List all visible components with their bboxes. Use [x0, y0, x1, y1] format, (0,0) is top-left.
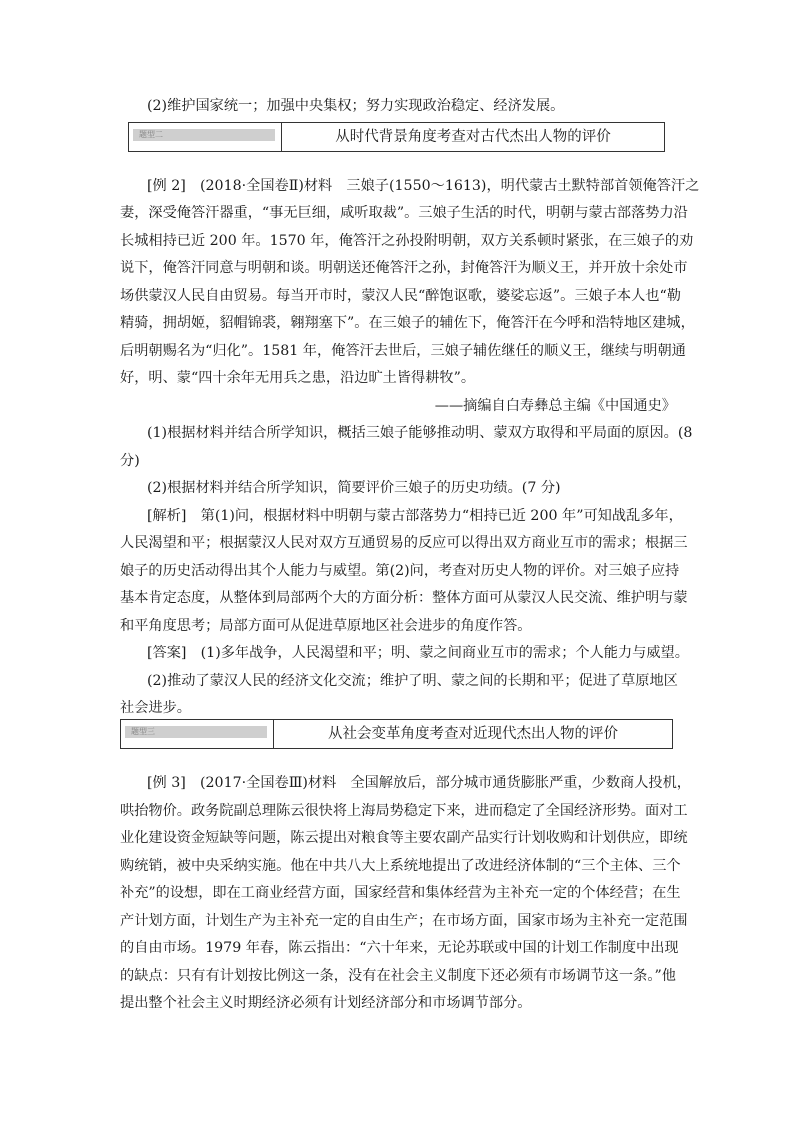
example3-line: 的缺点：只有有计划按比例这一条，没有在社会主义制度下还必须有市场调节这一条。”他	[120, 968, 676, 984]
example2-line: 精骑，拥胡姬，貂帽锦裘，翱翔塞下”。在三娘子的辅佐下，俺答汗在今呼和浩特地区建城，	[120, 315, 695, 331]
example3-line: 产计划方面，计划生产为主补充一定的自由生产；在市场方面，国家市场为主补充一定范围	[120, 913, 688, 929]
analysis-line: 和平角度思考；局部方面可从促进草原地区社会进步的角度作答。	[120, 618, 532, 634]
example3-line: [例 3] (2017·全国卷Ⅲ)材料 全国解放后，部分城市通货膨胀严重，少数商人投机，	[147, 775, 691, 791]
example2-line: 说下，俺答汗同意与明朝和谈。明朝送还俺答汗之孙，封俺答汗为顺义王，并开放十余处市	[120, 260, 688, 276]
example3-line: 购统销，被中央采纳实施。他在中共八大上系统地提出了改进经济体制的“三个主体、三个	[120, 858, 681, 874]
example2-line: 好，明、蒙“四十余年无用兵之患，沿边旷土皆得耕牧”。	[120, 370, 476, 386]
example3-line: 提出整个社会主义时期经济必须有计划经济部分和市场调节部分。	[120, 995, 532, 1011]
example2-line: 后明朝赐名为“归化”。1581 年，俺答汗去世后，三娘子辅佐继任的顺义王，继续与明朝通	[120, 343, 686, 359]
section-heading-ancient	[128, 122, 665, 152]
section-title: 从时代背景角度考查对古代杰出人物的评价	[335, 129, 611, 145]
analysis-line: 娘子的历史活动得出其个人能力与威望。第(2)问，考查对历史人物的评价。对三娘子应持	[120, 563, 680, 579]
example2-line: 长城相持已近 200 年。1570 年，俺答汗之孙投附明朝，双方关系顿时紧张，在三娘子的劝	[120, 233, 694, 249]
example3-line: 的自由市场。1979 年春，陈云指出：“六十年来，无论苏联或中国的计划工作制度中出现	[120, 940, 679, 956]
answer-line: (2)推动了蒙汉人民的经济文化交流；维护了明、蒙之间的长期和平；促进了草原地区	[147, 673, 678, 689]
section-tag	[121, 720, 274, 748]
example2-line: [例 2] (2018·全国卷Ⅱ)材料 三娘子(1550～1613)，明代蒙古土默特部首领俺答汗之	[147, 178, 700, 194]
section-title: 从社会变革角度考查对近现代杰出人物的评价	[328, 726, 618, 742]
source-citation: ——摘编自白寿彝总主编《中国通史》	[434, 398, 676, 414]
example2-line: 妻，深受俺答汗器重，“事无巨细，咸听取裁”。三娘子生活的时代，明朝与蒙古部落势力沿	[120, 205, 688, 221]
question-2: (2)根据材料并结合所学知识，简要评价三娘子的历史功绩。(7 分)	[147, 480, 561, 496]
example3-line: 补充”的设想，即在工商业经营方面，国家经营和集体经营为主补充一定的个体经营；在生	[120, 885, 681, 901]
answer-line: [答案] (1)多年战争，人民渴望和平；明、蒙之间商业互市的需求；个人能力与威望。	[147, 645, 689, 661]
section-tag-label: 题型二	[133, 129, 275, 141]
analysis-line: 人民渴望和平；根据蒙汉人民对双方互通贸易的反应可以得出双方商业互市的需求；根据三	[120, 535, 688, 551]
section-tag-label: 题型三	[125, 726, 267, 738]
example3-line: 哄抬物价。政务院副总理陈云很快将上海局势稳定下来，进而稳定了全国经济形势。面对工	[120, 803, 688, 819]
question-1: (1)根据材料并结合所学知识，概括三娘子能够推动明、蒙双方取得和平局面的原因。(8	[147, 425, 693, 441]
example2-line: 场供蒙汉人民自由贸易。每当开市时，蒙汉人民“醉饱讴歌，婆娑忘返”。三娘子本人也“勒	[120, 288, 681, 304]
analysis-line: [解析] 第(1)问，根据材料中明朝与蒙古部落势力“相持已近 200 年”可知战乱多年，	[147, 508, 683, 524]
answer-line: 社会进步。	[120, 700, 191, 716]
answer-line-unity: (2)维护国家统一；加强中央集权；努力实现政治稳定、经济发展。	[147, 98, 565, 114]
analysis-line: 基本肯定态度，从整体到局部两个大的方面分析：整体方面可从蒙汉人民交流、维护明与蒙	[120, 590, 688, 606]
question-1-cont: 分)	[120, 453, 140, 469]
example3-line: 业化建设资金短缺等问题，陈云提出对粮食等主要农副产品实行计划收购和计划供应，即统	[120, 830, 688, 846]
section-heading-modern	[120, 719, 673, 749]
section-tag	[129, 123, 282, 151]
